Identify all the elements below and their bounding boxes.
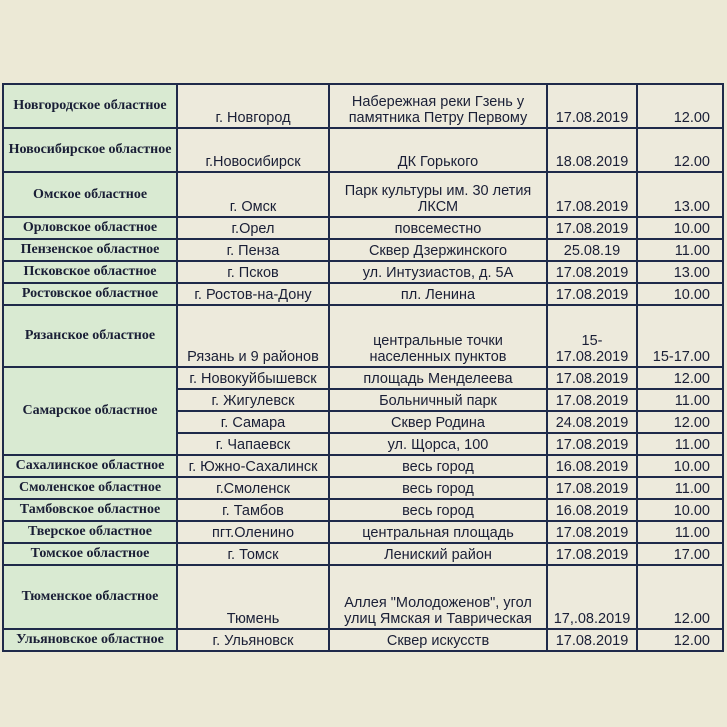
place-cell: ул. Щорса, 100: [329, 433, 547, 455]
place-cell: ул. Интузиастов, д. 5А: [329, 261, 547, 283]
place-cell: весь город: [329, 499, 547, 521]
region-cell: Томское областное: [3, 543, 177, 565]
city-cell: г. Омск: [177, 172, 329, 217]
time-cell: 10.00: [637, 499, 723, 521]
region-cell: Тверское областное: [3, 521, 177, 543]
place-cell: центральная площадь: [329, 521, 547, 543]
region-cell: Псковское областное: [3, 261, 177, 283]
region-cell: Омское областное: [3, 172, 177, 217]
place-cell: весь город: [329, 477, 547, 499]
city-cell: г. Псков: [177, 261, 329, 283]
region-cell: Новосибирское областное: [3, 128, 177, 172]
date-cell: 25.08.19: [547, 239, 637, 261]
region-cell: Сахалинское областное: [3, 455, 177, 477]
time-cell: 12.00: [637, 128, 723, 172]
date-cell: 18.08.2019: [547, 128, 637, 172]
date-cell: 17.08.2019: [547, 172, 637, 217]
region-cell: Рязанское областное: [3, 305, 177, 367]
place-cell: площадь Менделеева: [329, 367, 547, 389]
date-cell: 15-17.08.2019: [547, 305, 637, 367]
region-cell: Ростовское областное: [3, 283, 177, 305]
place-cell: Сквер искусств: [329, 629, 547, 651]
place-cell: центральные точки населенных пунктов: [329, 305, 547, 367]
region-cell: Самарское областное: [3, 367, 177, 455]
time-cell: 10.00: [637, 217, 723, 239]
region-cell: Орловское областное: [3, 217, 177, 239]
table-row: [3, 305, 723, 367]
date-cell: 17.08.2019: [547, 389, 637, 411]
table-row: [3, 84, 723, 128]
city-cell: г. Пенза: [177, 239, 329, 261]
time-cell: 12.00: [637, 84, 723, 128]
table-row: [3, 217, 723, 239]
city-cell: Рязань и 9 районов: [177, 305, 329, 367]
date-cell: 16.08.2019: [547, 499, 637, 521]
date-cell: 17.08.2019: [547, 521, 637, 543]
date-cell: 17.08.2019: [547, 543, 637, 565]
table-row: [3, 521, 723, 543]
time-cell: 13.00: [637, 261, 723, 283]
city-cell: г. Новокуйбышевск: [177, 367, 329, 389]
table-row: [3, 477, 723, 499]
place-cell: Лениский район: [329, 543, 547, 565]
time-cell: 13.00: [637, 172, 723, 217]
place-cell: Сквер Дзержинского: [329, 239, 547, 261]
date-cell: 17.08.2019: [547, 367, 637, 389]
table-row: [3, 629, 723, 651]
time-cell: 12.00: [637, 629, 723, 651]
region-cell: Тамбовское областное: [3, 499, 177, 521]
city-cell: Тюмень: [177, 565, 329, 629]
city-cell: г. Новгород: [177, 84, 329, 128]
date-cell: 17.08.2019: [547, 629, 637, 651]
table-row: [3, 283, 723, 305]
region-cell: Ульяновское областное: [3, 629, 177, 651]
time-cell: 15-17.00: [637, 305, 723, 367]
city-cell: г. Ульяновск: [177, 629, 329, 651]
time-cell: 11.00: [637, 477, 723, 499]
date-cell: 17.08.2019: [547, 84, 637, 128]
time-cell: 12.00: [637, 565, 723, 629]
city-cell: г.Орел: [177, 217, 329, 239]
time-cell: 10.00: [637, 455, 723, 477]
time-cell: 11.00: [637, 239, 723, 261]
region-cell: Смоленское областное: [3, 477, 177, 499]
table-row: [3, 543, 723, 565]
city-cell: г. Ростов-на-Дону: [177, 283, 329, 305]
time-cell: 11.00: [637, 389, 723, 411]
date-cell: 17,.08.2019: [547, 565, 637, 629]
place-cell: Сквер Родина: [329, 411, 547, 433]
date-cell: 17.08.2019: [547, 261, 637, 283]
date-cell: 17.08.2019: [547, 433, 637, 455]
date-cell: 24.08.2019: [547, 411, 637, 433]
schedule-table: [2, 83, 724, 652]
table-row: [3, 367, 723, 389]
table-row: [3, 261, 723, 283]
place-cell: повсеместно: [329, 217, 547, 239]
date-cell: 16.08.2019: [547, 455, 637, 477]
table-row: [3, 172, 723, 217]
time-cell: 10.00: [637, 283, 723, 305]
city-cell: пгт.Оленино: [177, 521, 329, 543]
place-cell: Аллея "Молодоженов", угол улиц Ямская и Таврическая: [329, 565, 547, 629]
table-row: [3, 565, 723, 629]
city-cell: г.Смоленск: [177, 477, 329, 499]
place-cell: ДК Горького: [329, 128, 547, 172]
place-cell: весь город: [329, 455, 547, 477]
place-cell: Набережная реки Гзень у памятника Петру Первому: [329, 84, 547, 128]
date-cell: 17.08.2019: [547, 283, 637, 305]
time-cell: 11.00: [637, 521, 723, 543]
city-cell: г. Тамбов: [177, 499, 329, 521]
date-cell: 17.08.2019: [547, 217, 637, 239]
region-cell: Новгородское областное: [3, 84, 177, 128]
city-cell: г. Томск: [177, 543, 329, 565]
city-cell: г. Южно-Сахалинск: [177, 455, 329, 477]
region-cell: Тюменское областное: [3, 565, 177, 629]
table-row: [3, 455, 723, 477]
table-row: [3, 239, 723, 261]
city-cell: г.Новосибирск: [177, 128, 329, 172]
time-cell: 11.00: [637, 433, 723, 455]
time-cell: 17.00: [637, 543, 723, 565]
time-cell: 12.00: [637, 367, 723, 389]
time-cell: 12.00: [637, 411, 723, 433]
place-cell: пл. Ленина: [329, 283, 547, 305]
region-cell: Пензенское областное: [3, 239, 177, 261]
city-cell: г. Самара: [177, 411, 329, 433]
date-cell: 17.08.2019: [547, 477, 637, 499]
table-row: [3, 499, 723, 521]
place-cell: Парк культуры им. 30 летия ЛКСМ: [329, 172, 547, 217]
table-row: [3, 128, 723, 172]
place-cell: Больничный парк: [329, 389, 547, 411]
city-cell: г. Чапаевск: [177, 433, 329, 455]
city-cell: г. Жигулевск: [177, 389, 329, 411]
